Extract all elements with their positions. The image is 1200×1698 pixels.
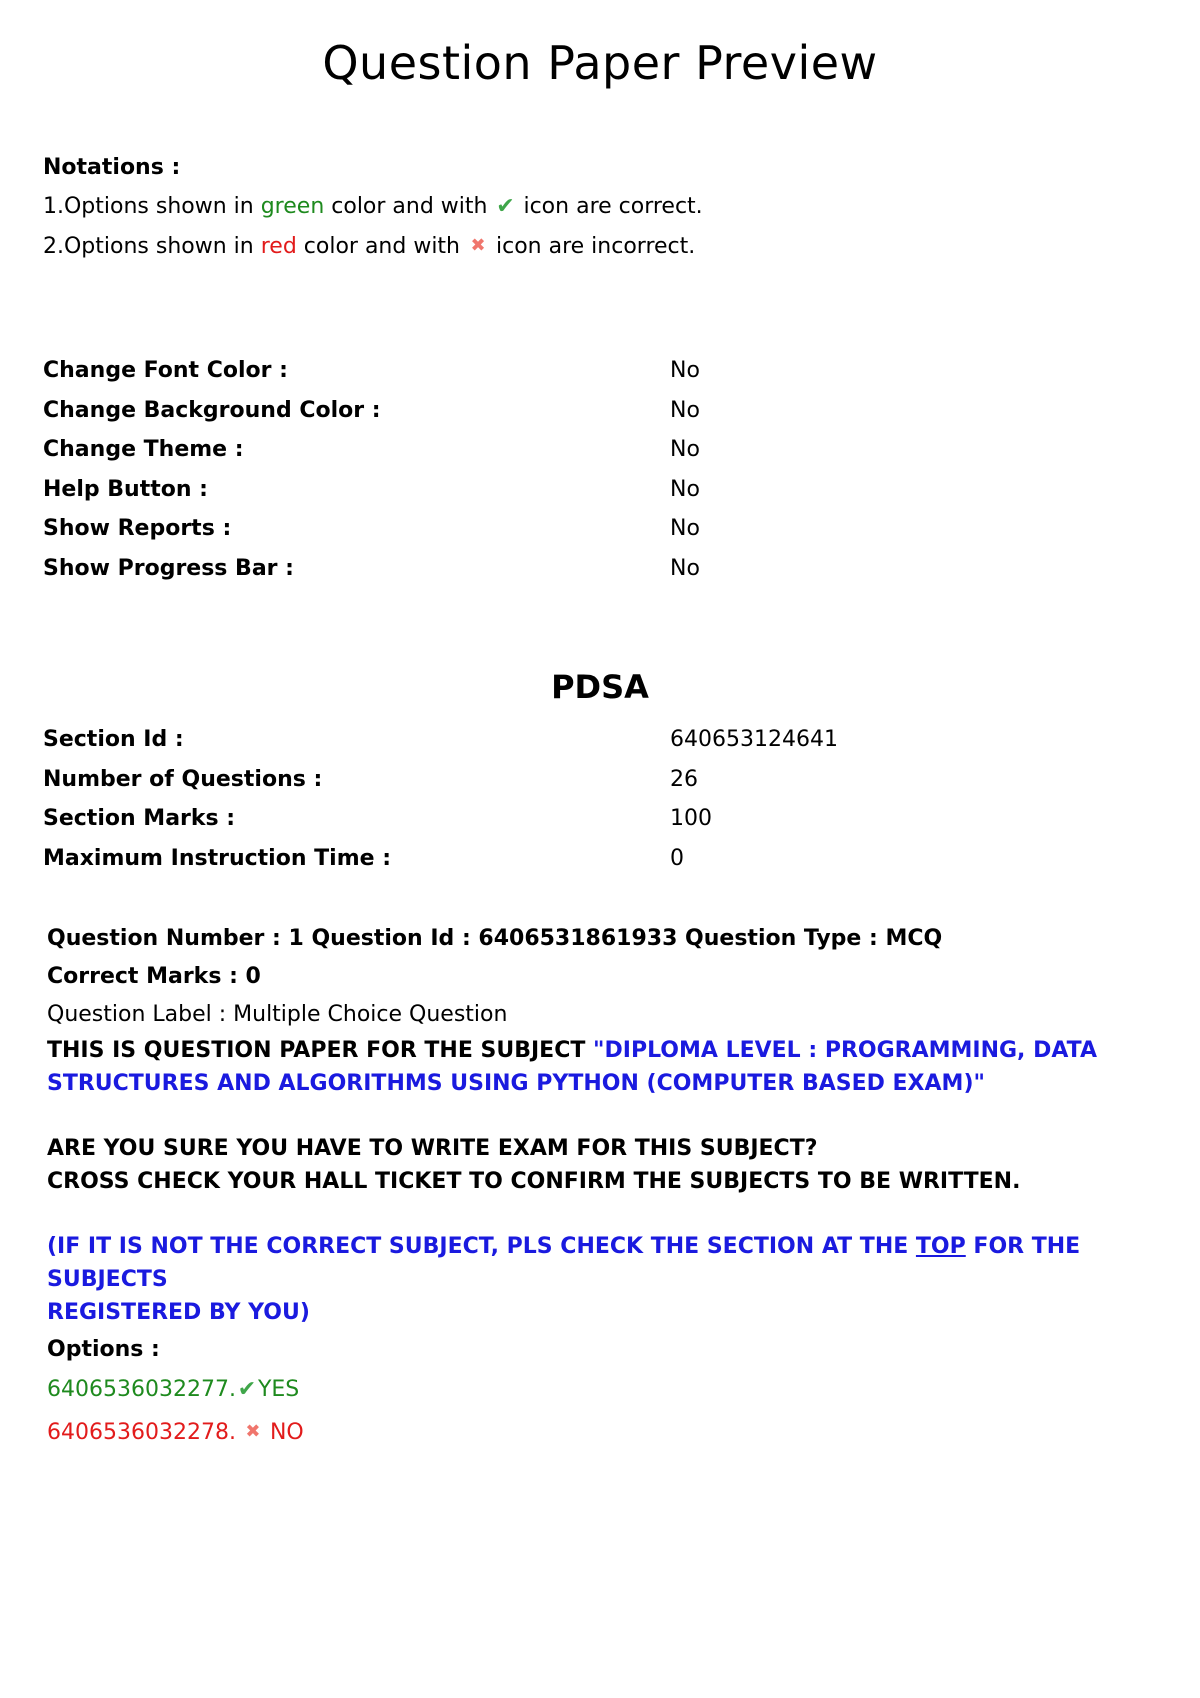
section-field-value: 100 <box>670 806 712 832</box>
section-row <box>43 839 1143 879</box>
options-heading: Options : <box>47 1337 160 1362</box>
page-title: Question Paper Preview <box>322 36 878 90</box>
setting-value: No <box>670 358 700 383</box>
correct-marks: Correct Marks : 0 <box>47 964 261 989</box>
setting-row <box>43 391 1143 431</box>
setting-label: Show Reports : <box>43 516 232 542</box>
cross-icon: ✖ <box>245 1421 261 1442</box>
setting-label: Change Background Color : <box>43 397 381 423</box>
check-icon: ✔ <box>237 1377 257 1402</box>
subject-warning: (IF IT IS NOT THE CORRECT SUBJECT, PLS CHECK THE SECTION AT THE TOP FOR THE SUBJECTS REGISTERED BY YOU) <box>47 1234 1081 1325</box>
section-field-label: Section Id : <box>43 727 184 752</box>
section-row <box>43 799 1143 839</box>
notations-block <box>43 148 703 266</box>
subject-statement: THIS IS QUESTION PAPER FOR THE SUBJECT "DIPLOMA LEVEL : PROGRAMMING, DATA STRUCTURES AND ALGORITHMS USING PYTHON (COMPUTER BASED EXAM)" <box>47 1038 1097 1096</box>
setting-value: No <box>670 397 700 423</box>
section-row <box>43 720 1143 760</box>
setting-label: Change Font Color : <box>43 358 288 383</box>
confirmation-text: ARE YOU SURE YOU HAVE TO WRITE EXAM FOR THIS SUBJECT? CROSS CHECK YOUR HALL TICKET TO CONFIRM THE SUBJECTS TO BE WRITTEN. <box>47 1136 1021 1194</box>
setting-value: No <box>670 555 700 581</box>
setting-row <box>43 351 1143 391</box>
section-row <box>43 760 1143 800</box>
setting-row <box>43 430 1143 470</box>
notation-correct: 1.Options shown in green color and with ✔ icon are correct. <box>43 187 703 226</box>
check-icon: ✔ <box>496 194 515 219</box>
section-field-label: Section Marks : <box>43 806 236 832</box>
settings-list <box>43 351 1143 589</box>
cross-icon: ✖ <box>470 235 486 256</box>
section-field-label: Number of Questions : <box>43 766 323 792</box>
red-word: red <box>260 234 297 259</box>
section-details <box>43 720 1143 878</box>
setting-value: No <box>670 437 700 463</box>
section-field-value: 640653124641 <box>670 727 838 752</box>
section-field-label: Maximum Instruction Time : <box>43 845 391 871</box>
section-field-value: 0 <box>670 845 684 871</box>
setting-row <box>43 509 1143 549</box>
setting-label: Help Button : <box>43 476 208 502</box>
section-field-value: 26 <box>670 766 698 792</box>
option-correct: 6406536032277.✔YES <box>47 1369 1167 1411</box>
question-block <box>47 920 1167 1454</box>
setting-row <box>43 549 1143 589</box>
notations-heading: Notations : <box>43 155 181 180</box>
setting-value: No <box>670 476 700 502</box>
green-word: green <box>260 194 325 219</box>
top-link[interactable]: TOP <box>915 1234 966 1259</box>
notation-incorrect: 2.Options shown in red color and with ✖ icon are incorrect. <box>43 226 703 266</box>
option-incorrect: 6406536032278. ✖ NO <box>47 1411 1167 1454</box>
question-label: Question Label : Multiple Choice Question <box>47 1002 508 1027</box>
setting-value: No <box>670 516 700 542</box>
setting-label: Change Theme : <box>43 437 244 463</box>
setting-label: Show Progress Bar : <box>43 555 294 581</box>
question-header: Question Number : 1 Question Id : 6406531861933 Question Type : MCQ <box>47 926 943 951</box>
section-title: PDSA <box>551 668 649 706</box>
setting-row <box>43 470 1143 510</box>
